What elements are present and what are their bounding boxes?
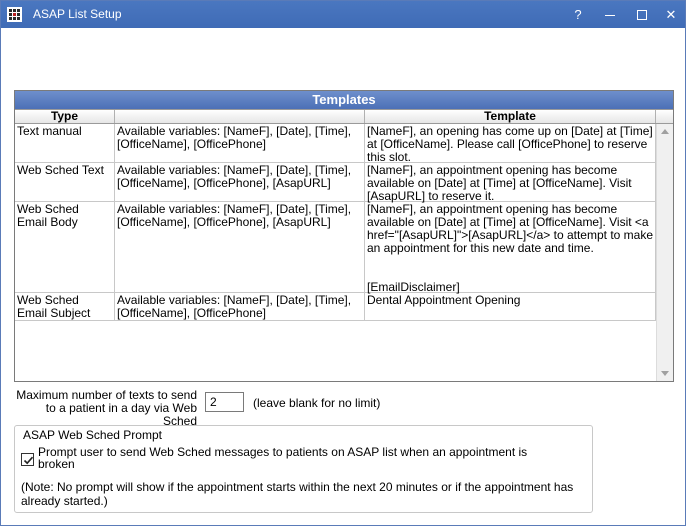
prompt-note: (Note: No prompt will show if the appointment starts within the next 20 minutes or if the appointment has already started.) [21,480,574,508]
column-header-template[interactable]: Template [365,110,656,123]
maximize-button[interactable] [627,1,657,28]
cell-template: [NameF], an appointment opening has become available on [Date] at [Time] at [OfficeName]. Visit [AsapURL] to reserve it. [365,163,656,201]
scroll-up-icon[interactable] [661,129,669,134]
group-title: ASAP Web Sched Prompt [23,428,162,442]
max-texts-label: Maximum number of texts to send to a patient in a day via Web Sched [16,388,197,428]
title-bar [1,1,685,28]
table-row[interactable] [15,293,656,321]
cell-type: Web Sched Text [15,163,115,201]
check-icon [23,455,34,466]
cell-description: Available variables: [NameF], [Date], [Time], [OfficeName], [OfficePhone] [115,293,365,320]
max-texts-input[interactable] [205,392,244,412]
scroll-down-icon[interactable] [661,371,669,376]
table-row[interactable] [15,163,656,202]
close-button[interactable]: ✕ [665,6,677,22]
grid-rows [15,124,656,321]
app-grid-icon [7,7,22,22]
asap-web-sched-prompt-group [14,425,593,513]
cell-type: Text manual [15,124,115,162]
column-header-description[interactable] [115,110,365,123]
table-row[interactable] [15,124,656,163]
cell-description: Available variables: [NameF], [Date], [Time], [OfficeName], [OfficePhone], [AsapURL] [115,163,365,201]
cell-type: Web Sched Email Subject [15,293,115,320]
prompt-checkbox[interactable] [21,453,34,466]
max-texts-hint: (leave blank for no limit) [253,396,381,410]
cell-description: Available variables: [NameF], [Date], [Time], [OfficeName], [OfficePhone] [115,124,365,162]
cell-template: Dental Appointment Opening [365,293,656,320]
minimize-icon [605,15,615,16]
table-row[interactable] [15,202,656,293]
cell-description: Available variables: [NameF], [Date], [Time], [OfficeName], [OfficePhone], [AsapURL] [115,202,365,292]
cell-template: [NameF], an appointment opening has become available on [Date] at [Time] at [OfficeName]. Visit <a href="[AsapURL]">[AsapURL]</a> to attempt to make an appointment for this new date and time. [EmailDisclaimer] [365,202,656,292]
column-header-type[interactable]: Type [15,110,115,123]
grid-title: Templates [15,91,673,109]
maximize-icon [637,10,647,20]
templates-grid [14,90,674,382]
minimize-button[interactable] [595,1,625,28]
prompt-checkbox-label[interactable]: Prompt user to send Web Sched messages to patients on ASAP list when an appointment is broken [38,445,528,471]
vertical-scrollbar[interactable] [656,124,673,381]
help-button[interactable]: ? [574,7,582,22]
cell-type: Web Sched Email Body [15,202,115,292]
grid-header [15,109,673,124]
window-title: ASAP List Setup [33,7,122,21]
cell-template: [NameF], an opening has come up on [Date] at [Time] at [OfficeName]. Please call [OfficePhone] to reserve this slot. [367,124,657,164]
